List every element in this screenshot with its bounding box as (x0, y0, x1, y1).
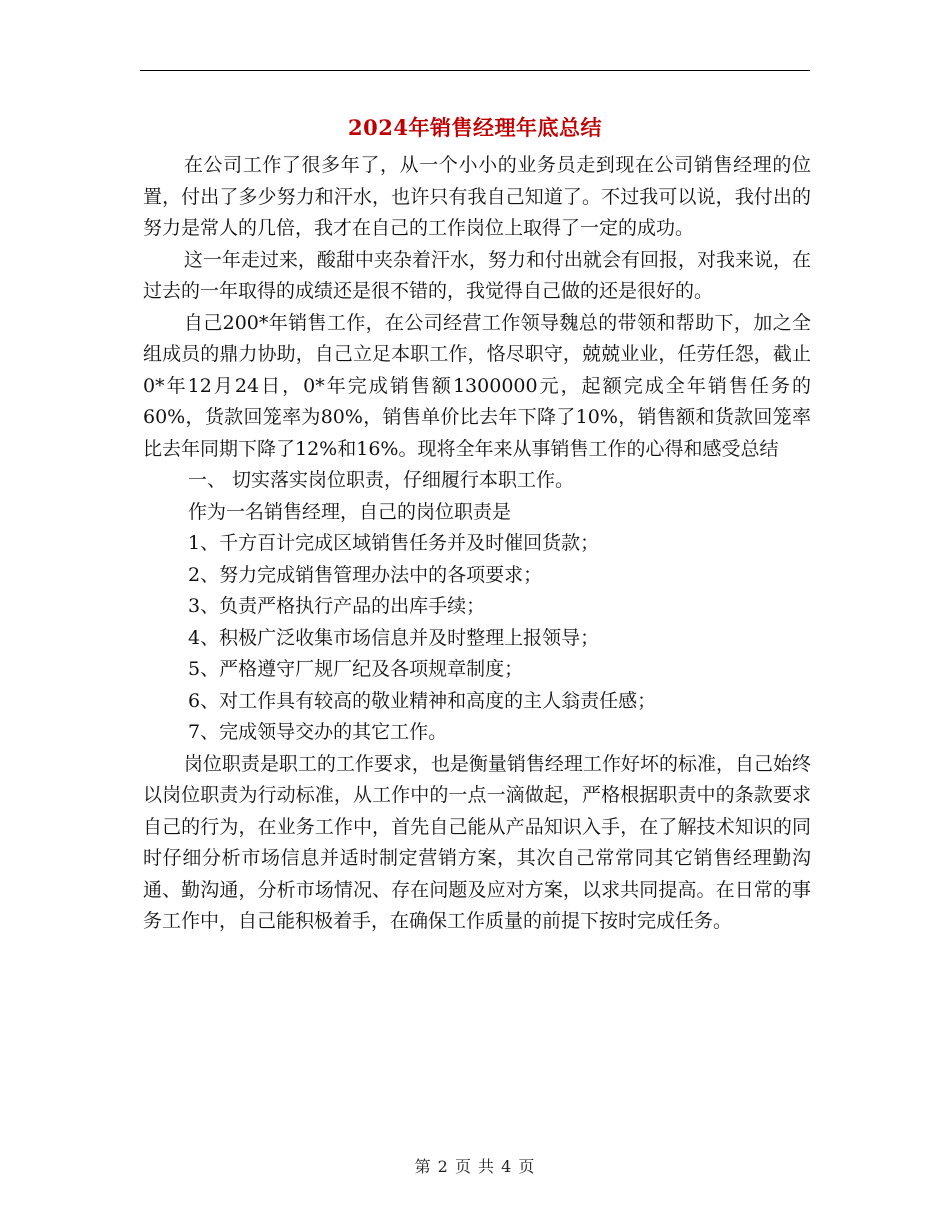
header-rule (140, 70, 810, 71)
paragraph-year-review: 这一年走过来，酸甜中夹杂着汗水，努力和付出就会有回报，对我来说，在过去的一年取得的成绩还是很不错的，我觉得自己做的还是很好的。 (143, 248, 811, 302)
duty-item: 4、积极广泛收集市场信息并及时整理上报领导； (188, 626, 600, 649)
paragraph-closing: 岗位职责是职工的工作要求，也是衡量销售经理工作好坏的标准，自己始终以岗位职责为行动标准，从工作中的一点一滴做起，严格根据职责中的条款要求自己的行为，在业务工作中，首先自己能从产品知识入手，在了解技术知识的同时仔细分析市场信息并适时制定营销方案，其次自己常常同其它销售经理勤沟通、勤沟通，分析市场情况、存在问题及应对方案，以求共同提高。在日常的事务工作中，自己能积极着手，在确保工作质量的前提下按时完成任务。 (143, 752, 811, 932)
document-title: 2024年销售经理年底总结 (348, 115, 602, 140)
duty-item: 6、对工作具有较高的敬业精神和高度的主人翁责任感； (188, 689, 657, 712)
duty-item: 1、千方百计完成区域销售任务并及时催回货款； (188, 532, 600, 554)
duties-intro: 作为一名销售经理，自己的岗位职责是 (188, 500, 512, 523)
page-number: 第 2 页 共 4 页 (414, 1157, 536, 1176)
document-body (143, 150, 811, 938)
section-heading: 一、 切实落实岗位职责，仔细履行本职工作。 (188, 469, 575, 491)
duty-item: 7、完成领导交办的其它工作。 (188, 721, 448, 743)
paragraph-sales-results: 自己200*年销售工作，在公司经营工作领导魏总的带领和帮助下，加之全组成员的鼎力协助，自己立足本职工作，恪尽职守，兢兢业业，任劳任怨，截止0*年12月24日，0*年完成销售额1300000元，起额完成全年销售任务的60%，货款回笼率为80%，销售单价比去年下降了10%，销售额和货款回笼率比去年同期下降了12%和16%。现将全年来从事销售工作的心得和感受总结 (143, 311, 811, 460)
duty-item: 2、努力完成销售管理办法中的各项要求； (188, 563, 543, 586)
duty-item: 5、严格遵守厂规厂纪及各项规章制度； (188, 658, 524, 680)
paragraph-intro: 在公司工作了很多年了，从一个小小的业务员走到现在公司销售经理的位置，付出了多少努力和汗水，也许只有我自己知道了。不过我可以说，我付出的努力是常人的几倍，我才在自己的工作岗位上取得了一定的成功。 (143, 154, 811, 239)
duty-item: 3、负责严格执行产品的出库手续； (188, 595, 486, 617)
